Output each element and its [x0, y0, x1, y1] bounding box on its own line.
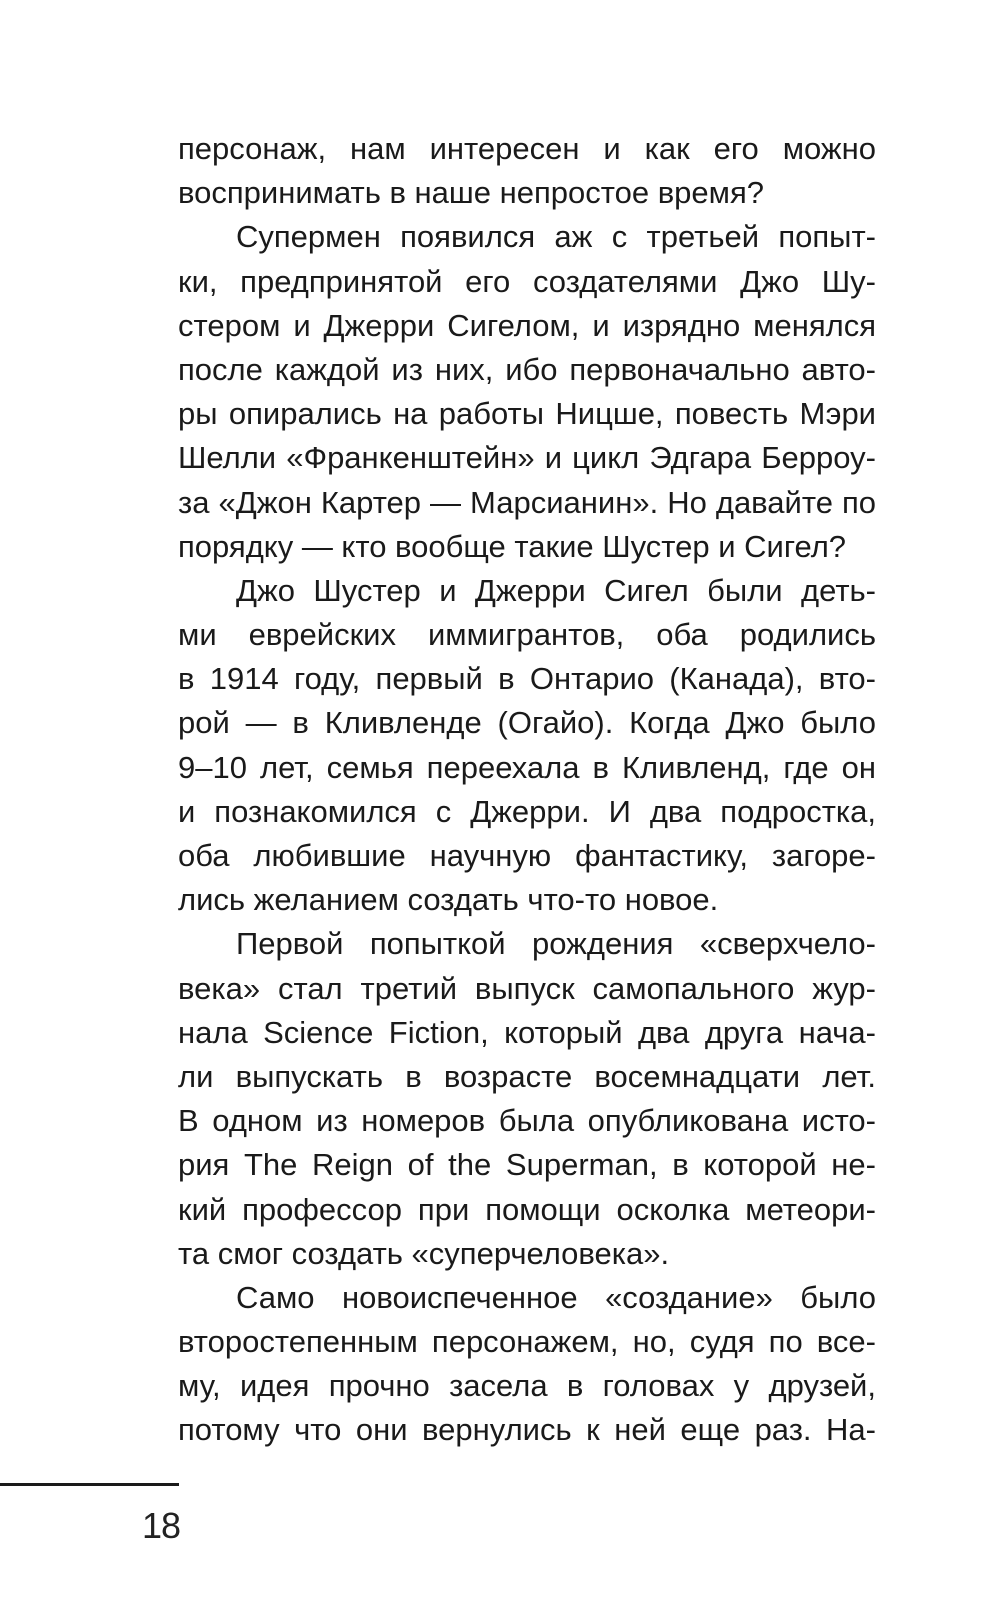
text-line: века» стал третий выпуск самопального жур- — [178, 970, 876, 1006]
text-line: В одном из номеров была опубликована исто- — [178, 1103, 876, 1139]
text-line: ки, предпринятой его создателями Джо Шу- — [178, 263, 876, 299]
text-line: Джо Шустер и Джерри Сигел были деть- — [236, 572, 876, 608]
text-line: та смог создать «суперчеловека». — [178, 1235, 670, 1271]
text-line: и познакомился с Джерри. И два подростка, — [178, 793, 876, 829]
text-line: рой — в Кливленде (Огайо). Когда Джо было — [178, 705, 876, 741]
text-line: 9–10 лет, семья переехала в Кливленд, где он — [178, 749, 876, 785]
page-number: 18 — [142, 1505, 181, 1546]
text-line: оба любившие научную фантастику, загоре- — [178, 838, 876, 873]
text-line: стером и Джерри Сигелом, и изрядно менялся — [178, 307, 876, 343]
text-line: му, идея прочно засела в головах у друзей, — [178, 1368, 876, 1404]
text-line: ли выпускать в возрасте восемнадцати лет. — [178, 1058, 876, 1094]
text-line: Само новоиспеченное «создание» было — [236, 1279, 876, 1315]
text-line: за «Джон Картер — Марсианин». Но давайте по — [178, 484, 876, 520]
text-line: в 1914 году, первый в Онтарио (Канада), вто- — [178, 661, 876, 697]
text-line: ми еврейских иммигрантов, оба родились — [178, 617, 876, 653]
text-line: Первой попыткой рождения «сверхчело- — [236, 926, 876, 962]
text-line: ры опирались на работы Ницше, повесть Мэри — [178, 396, 876, 432]
text-line: персонаж, нам интересен и как его можно — [178, 131, 876, 166]
text-line: рия The Reign of the Superman, в которой не- — [178, 1147, 876, 1183]
text-line: порядку — кто вообще такие Шустер и Сигел? — [178, 528, 847, 564]
body-text — [178, 127, 876, 1453]
text-line: Шелли «Франкенштейн» и цикл Эдгара Берроу- — [178, 440, 876, 476]
text-line: второстепенным персонажем, но, судя по все- — [178, 1324, 876, 1360]
text-line: после каждой из них, ибо первоначально авто- — [178, 351, 876, 387]
text-line: лись желанием создать что-то новое. — [178, 882, 719, 918]
text-line: Супермен появился аж с третьей попыт- — [236, 219, 876, 255]
footer-rule — [0, 1483, 179, 1486]
text-line: кий профессор при помощи осколка метеори- — [178, 1191, 876, 1227]
text-line: потому что они вернулись к ней еще раз. На- — [178, 1412, 876, 1448]
text-line: воспринимать в наше непростое время? — [178, 175, 765, 211]
text-line: нала Science Fiction, который два друга нача- — [178, 1014, 876, 1050]
